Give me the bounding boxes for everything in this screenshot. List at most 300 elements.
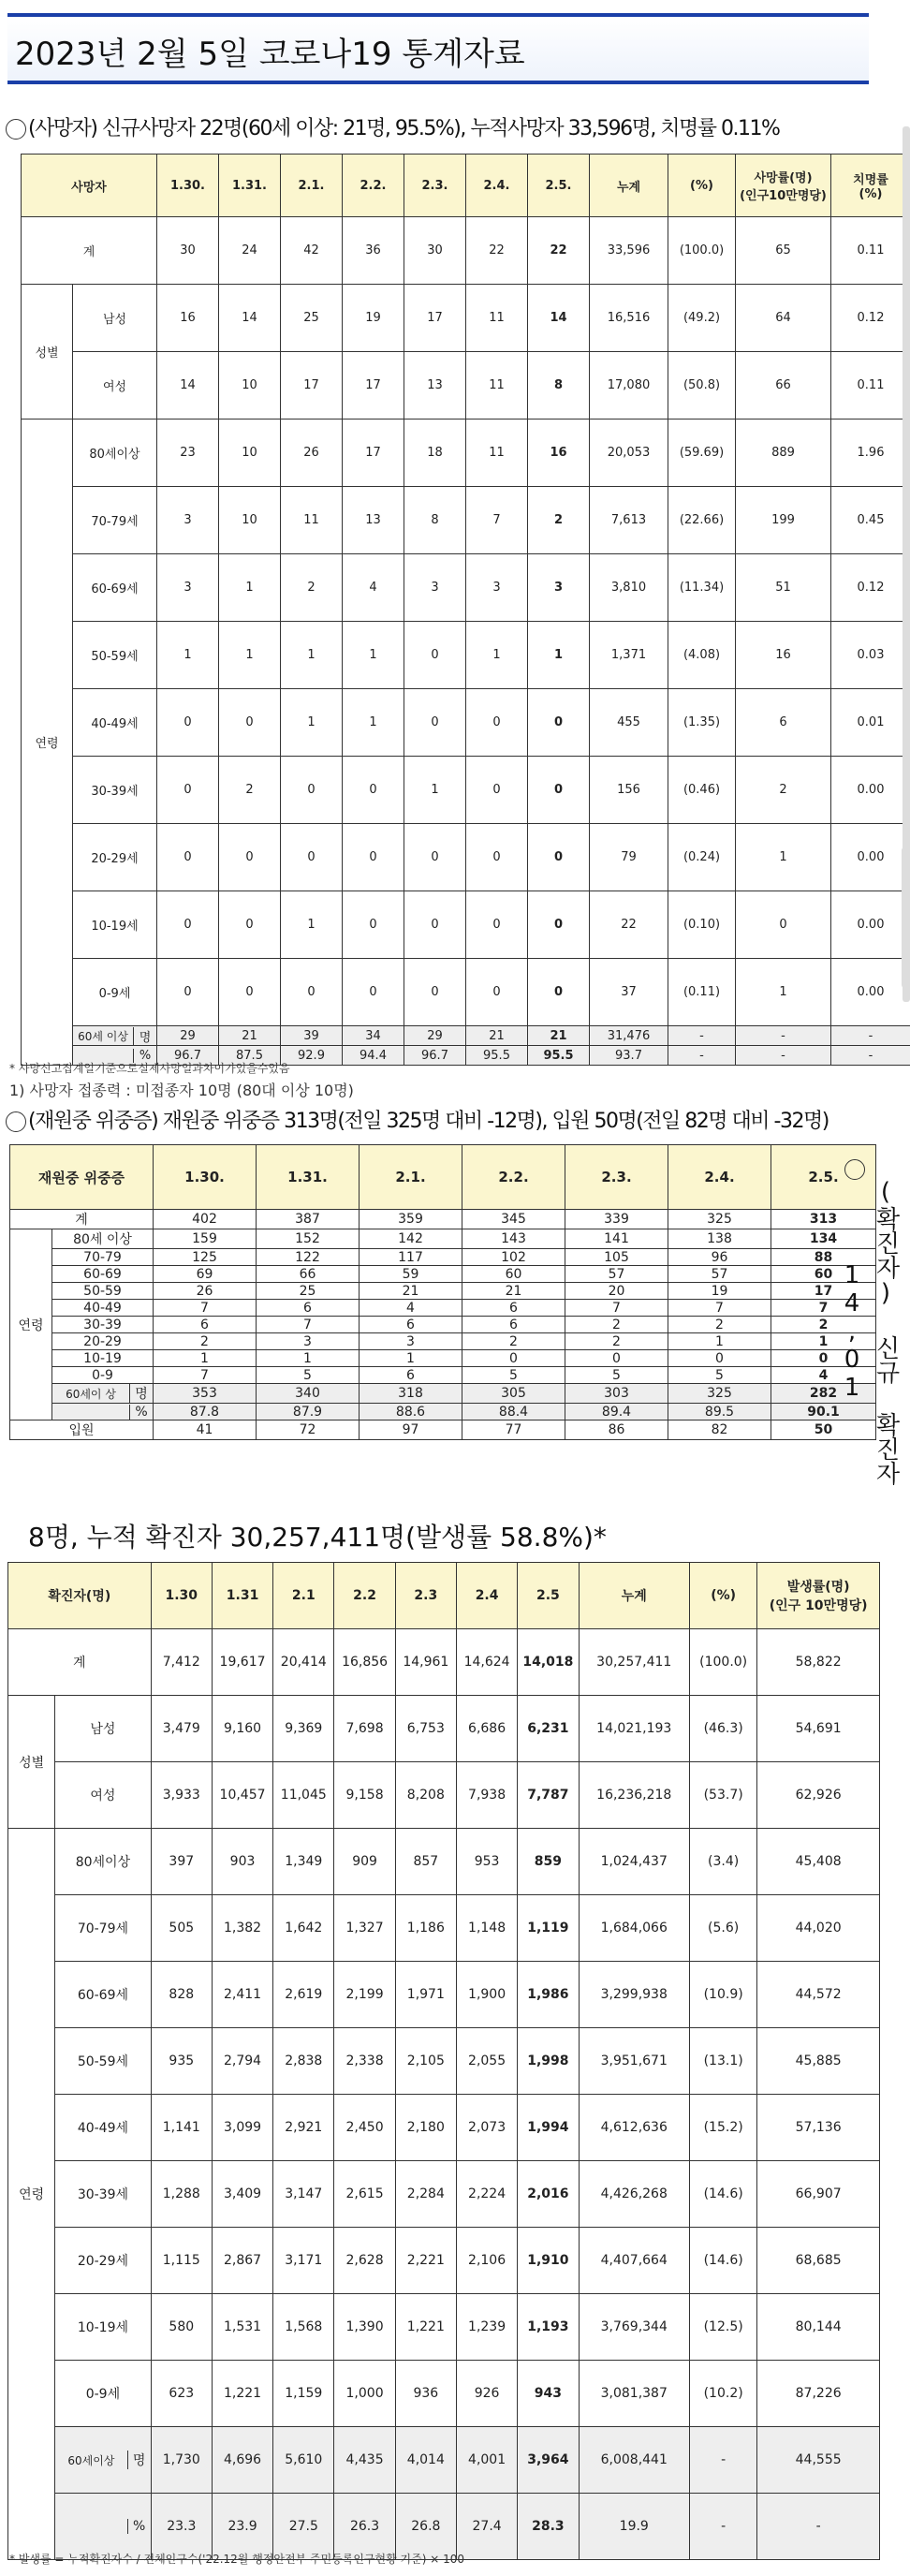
table-cell: 889 [736,420,831,487]
table-cell: 943 [518,2361,579,2427]
table-cell: 936 [395,2361,456,2427]
age-row [10,1333,876,1350]
table-cell: 1 [257,1350,360,1367]
column-header: 2.4 [456,1563,517,1629]
table-cell: 345 [462,1210,565,1229]
table-cell: 4,014 [395,2427,456,2494]
table-cell: 2,106 [456,2228,517,2294]
table-cell: 623 [151,2361,212,2427]
table-cell: 37 [590,959,668,1026]
table-cell: 2,284 [395,2161,456,2228]
table-cell: 1,186 [395,1895,456,1962]
table-cell: 90.1 [771,1404,876,1420]
table-cell: 72 [257,1420,360,1440]
table-cell: 95.5 [528,1046,590,1066]
table-cell: 2 [565,1333,668,1350]
table-cell: 6,686 [456,1696,517,1762]
table-cell: 97 [360,1420,462,1440]
table-cell: 3,769,344 [579,2294,690,2361]
table-cell: 7 [154,1300,257,1317]
table-cell: 359 [360,1210,462,1229]
table-cell: - [757,2494,880,2560]
table-cell: 2,921 [273,2095,334,2161]
column-header: 사망자 [22,155,157,217]
elderly-row [10,1404,876,1420]
table-cell: - [668,1046,736,1066]
table-cell: 17 [281,352,343,420]
column-header: 사망률(명) (인구10만명당) [736,155,831,217]
deaths-note-1: * 사망신고집계일기준으로실제사망일과차이가있을수있음 [9,1062,290,1075]
table-cell: 0 [157,959,219,1026]
table-cell: (15.2) [690,2095,757,2161]
table-cell: 1 [281,689,343,757]
table-cell: 3,810 [590,554,668,622]
table-cell: 0.45 [831,487,910,554]
table-cell: (12.5) [690,2294,757,2361]
table-cell: 3,099 [212,2095,272,2161]
table-cell: 30 [157,217,219,285]
table-cell: 22 [590,891,668,959]
table-cell: 3,409 [212,2161,272,2228]
scrollbar-lower[interactable] [902,847,909,988]
table-cell: 88.6 [360,1404,462,1420]
table-cell: 89.5 [668,1404,771,1420]
table-cell: 4 [343,554,404,622]
table-cell: 19,617 [212,1629,272,1696]
table-cell: 7 [668,1300,771,1317]
table-cell: 22 [528,217,590,285]
table-cell: 11 [466,352,528,420]
table-cell: 303 [565,1384,668,1404]
table-cell: 58,822 [757,1629,880,1696]
table-cell: 0 [157,891,219,959]
table-cell: 1 [404,757,466,824]
table-cell: 60 [771,1266,876,1283]
table-cell: 1 [736,959,831,1026]
table-cell: 7 [154,1367,257,1384]
deaths-table [21,154,910,1066]
total-row [10,1210,876,1229]
table-cell: 1 [343,689,404,757]
table-cell: 16 [157,285,219,352]
table-cell: 22 [466,217,528,285]
table-cell: 859 [518,1829,579,1895]
table-cell: 0 [466,757,528,824]
table-cell: - [690,2494,757,2560]
table-cell: 60 [462,1266,565,1283]
column-header: 2.5. [528,155,590,217]
table-cell: 0 [668,1350,771,1367]
table-cell: 1 [219,622,281,689]
row-label: 남성 [73,285,157,352]
table-cell: 2 [281,554,343,622]
table-cell: 7,698 [334,1696,395,1762]
table-cell: 13 [343,487,404,554]
table-cell: 1 [466,622,528,689]
table-cell: 16 [736,622,831,689]
column-header: 2.1. [281,155,343,217]
table-cell: 0 [219,959,281,1026]
table-cell: 21 [360,1283,462,1300]
table-cell: 14,021,193 [579,1696,690,1762]
table-cell: 1,000 [334,2361,395,2427]
column-header: (%) [668,155,736,217]
deaths-header-row [22,155,910,217]
table-cell: 62,926 [757,1762,880,1829]
elderly-row [22,1026,910,1046]
table-cell: 8 [528,352,590,420]
table-cell: 1,730 [151,2427,212,2494]
table-cell: 2,619 [273,1962,334,2028]
table-cell: (100.0) [690,1629,757,1696]
row-label: 80세이상 [73,420,157,487]
table-cell: 7,938 [456,1762,517,1829]
table-cell: 34 [343,1026,404,1046]
table-cell: 2,105 [395,2028,456,2095]
row-label: 70-79 [52,1249,154,1266]
table-cell: 5 [668,1367,771,1384]
row-label: 20-29세 [55,2228,151,2294]
row-label: 10-19 [52,1350,154,1367]
table-cell: 10 [219,420,281,487]
column-header: 치명률 (%) [831,155,910,217]
table-cell: 11 [466,285,528,352]
elderly-label [55,2427,151,2494]
table-cell: 6 [257,1300,360,1317]
table-cell: 5 [257,1367,360,1384]
table-cell: 1,531 [212,2294,272,2361]
column-header: 2.3 [395,1563,456,1629]
table-cell: 2,224 [456,2161,517,2228]
table-cell: 909 [334,1829,395,1895]
elderly-row [8,2427,880,2494]
confirmed-heading-continued: 8명, 누적 확진자 30,257,411명(발생률 58.8%)* [28,1522,607,1553]
table-cell: 117 [360,1249,462,1266]
column-header: 2.1. [360,1145,462,1210]
table-cell: 1 [343,622,404,689]
table-cell: 79 [590,824,668,891]
table-cell: 80,144 [757,2294,880,2361]
table-cell: 10 [219,487,281,554]
age-row [8,2161,880,2228]
table-cell: 10,457 [212,1762,272,1829]
table-cell: 1,994 [518,2095,579,2161]
table-cell: 25 [281,285,343,352]
table-cell: 17 [404,285,466,352]
confirmed-table [7,1562,880,2560]
table-cell: 1 [736,824,831,891]
elderly-label [73,1026,157,1046]
table-cell: 21 [466,1026,528,1046]
table-cell: 23 [157,420,219,487]
table-cell: 3,081,387 [579,2361,690,2427]
table-cell: 7,613 [590,487,668,554]
sex-row [22,285,910,352]
sex-row [8,1696,880,1762]
table-cell: 134 [771,1229,876,1249]
table-cell: 0.00 [831,959,910,1026]
table-cell: 0 [219,689,281,757]
age-row [8,2028,880,2095]
table-cell: 82 [668,1420,771,1440]
table-cell: 1,986 [518,1962,579,2028]
table-cell: 143 [462,1229,565,1249]
table-cell: 11 [466,420,528,487]
elderly-group-label: 60세이상 [67,2453,115,2467]
table-cell: 2,411 [212,1962,272,2028]
table-cell: 2,628 [334,2228,395,2294]
row-label: 0-9 [52,1367,154,1384]
table-cell: 20,414 [273,1629,334,1696]
row-label: 여성 [73,352,157,420]
table-cell: 27.5 [273,2494,334,2560]
table-cell: 3 [360,1333,462,1350]
table-cell: 1,193 [518,2294,579,2361]
sex-row [8,1762,880,1829]
column-header: 누계 [579,1563,690,1629]
row-label: 50-59세 [55,2028,151,2095]
table-cell: 199 [736,487,831,554]
table-cell: 6,753 [395,1696,456,1762]
table-cell: 51 [736,554,831,622]
table-cell: 30 [404,217,466,285]
row-label: 입원 [10,1420,154,1440]
age-row [10,1229,876,1249]
table-cell: 0 [343,757,404,824]
table-cell: 0 [281,824,343,891]
table-cell: (49.2) [668,285,736,352]
table-cell: 19 [668,1283,771,1300]
table-cell: 2 [736,757,831,824]
table-cell: 25 [257,1283,360,1300]
table-cell: 0 [466,959,528,1026]
table-cell: 92.9 [281,1046,343,1066]
age-row [10,1367,876,1384]
table-cell: 0 [736,891,831,959]
severe-heading [6,1105,829,1134]
table-cell: 926 [456,2361,517,2427]
table-cell: 6 [360,1317,462,1333]
table-cell: 2,794 [212,2028,272,2095]
table-cell: 2,199 [334,1962,395,2028]
table-cell: 50 [771,1420,876,1440]
column-header: 1.31. [219,155,281,217]
table-cell: 94.4 [343,1046,404,1066]
table-cell: 4,435 [334,2427,395,2494]
table-cell: 9,158 [334,1762,395,1829]
table-cell: 2,055 [456,2028,517,2095]
circle-bullet-icon [844,1159,865,1180]
table-cell: 2 [219,757,281,824]
table-cell: 5 [565,1367,668,1384]
table-cell: 57 [668,1266,771,1283]
table-cell: (14.6) [690,2161,757,2228]
table-cell: 0 [404,622,466,689]
group-label: 연령 [8,1829,55,2560]
table-cell: 3,933 [151,1762,212,1829]
table-cell: 1,119 [518,1895,579,1962]
table-cell: 77 [462,1420,565,1440]
table-cell: 1,568 [273,2294,334,2361]
table-cell: 1,910 [518,2228,579,2294]
table-cell: 1,349 [273,1829,334,1895]
table-cell: 39 [281,1026,343,1046]
table-cell: 0 [157,689,219,757]
table-cell: 6 [360,1367,462,1384]
age-row [8,2294,880,2361]
table-cell: 36 [343,217,404,285]
table-cell: 86 [565,1420,668,1440]
elderly-label [52,1384,154,1404]
table-cell: 3 [157,487,219,554]
column-header: 1.30. [157,155,219,217]
table-cell: 105 [565,1249,668,1266]
table-cell: 1,024,437 [579,1829,690,1895]
table-cell: (11.34) [668,554,736,622]
table-cell: 455 [590,689,668,757]
table-cell: 1,159 [273,2361,334,2427]
table-cell: 16,236,218 [579,1762,690,1829]
age-row [8,2095,880,2161]
elderly-label [52,1404,154,1420]
table-cell: 152 [257,1229,360,1249]
table-cell: 11,045 [273,1762,334,1829]
table-cell: 17,080 [590,352,668,420]
table-cell: 65 [736,217,831,285]
table-cell: 54,691 [757,1696,880,1762]
table-cell: 0.12 [831,554,910,622]
row-label: 60-69세 [73,554,157,622]
column-header: 2.5 [518,1563,579,1629]
age-row [10,1283,876,1300]
table-cell: 1,221 [395,2294,456,2361]
table-cell: 1.96 [831,420,910,487]
table-cell: 0 [343,959,404,1026]
table-cell: 14,624 [456,1629,517,1696]
table-cell: 387 [257,1210,360,1229]
admit-row [10,1420,876,1440]
row-label: 60-69세 [55,1962,151,2028]
table-cell: 0 [281,959,343,1026]
total-row [22,217,910,285]
table-cell: 0 [771,1350,876,1367]
column-header: 2.3. [565,1145,668,1210]
table-cell: 903 [212,1829,272,1895]
table-cell: 4,612,636 [579,2095,690,2161]
table-cell: 45,885 [757,2028,880,2095]
table-cell: 3,951,671 [579,2028,690,2095]
table-cell: 2,450 [334,2095,395,2161]
group-label: 연령 [10,1229,52,1420]
table-cell: 89.4 [565,1404,668,1420]
table-cell: (1.35) [668,689,736,757]
table-cell: 17 [771,1283,876,1300]
age-row [8,1829,880,1895]
elderly-group-label: 60세 이상 [78,1029,128,1043]
table-cell: 5 [462,1367,565,1384]
row-label: 80세 이상 [52,1229,154,1249]
table-cell: (46.3) [690,1696,757,1762]
table-cell: 0.00 [831,824,910,891]
table-cell: 17 [343,352,404,420]
table-cell: 1,115 [151,2228,212,2294]
table-cell: (10.9) [690,1962,757,2028]
table-cell: 0 [528,824,590,891]
table-cell: 14,018 [518,1629,579,1696]
table-cell: 7 [565,1300,668,1317]
table-cell: 30,257,411 [579,1629,690,1696]
group-label: 성별 [22,285,73,420]
age-row [22,757,910,824]
table-cell: 31,476 [590,1026,668,1046]
table-cell: 0 [404,959,466,1026]
table-cell: 2 [462,1333,565,1350]
table-cell: 1,642 [273,1895,334,1962]
age-row [22,554,910,622]
table-cell: 1 [219,554,281,622]
table-cell: 88.4 [462,1404,565,1420]
table-cell: 57,136 [757,2095,880,2161]
elderly-unit: 명 [133,1027,156,1045]
column-header: 2.2. [343,155,404,217]
table-cell: 0.11 [831,352,910,420]
age-row [22,487,910,554]
table-cell: 88 [771,1249,876,1266]
column-header: 1.30. [154,1145,257,1210]
table-cell: 1 [281,891,343,959]
table-cell: (0.24) [668,824,736,891]
table-cell: 17 [343,420,404,487]
elderly-unit: 명 [127,2451,151,2469]
column-header: 2.4. [668,1145,771,1210]
table-cell: 2,867 [212,2228,272,2294]
table-cell: 2 [771,1317,876,1333]
column-header: 2.2 [334,1563,395,1629]
table-cell: 11 [281,487,343,554]
table-cell: 325 [668,1384,771,1404]
table-cell: 1,239 [456,2294,517,2361]
table-cell: 26 [154,1283,257,1300]
elderly-row [8,2494,880,2560]
table-cell: 305 [462,1384,565,1404]
table-cell: 4,001 [456,2427,517,2494]
column-header: 누계 [590,155,668,217]
table-cell: 64 [736,285,831,352]
table-cell: 102 [462,1249,565,1266]
table-cell: 0.01 [831,689,910,757]
table-cell: 1,148 [456,1895,517,1962]
table-cell: 3,147 [273,2161,334,2228]
table-cell: (5.6) [690,1895,757,1962]
row-label: 40-49세 [73,689,157,757]
elderly-unit: % [133,1049,156,1063]
column-header: 2.2. [462,1145,565,1210]
age-row [8,1895,880,1962]
table-cell: 45,408 [757,1829,880,1895]
table-cell: (0.10) [668,891,736,959]
table-cell: (59.69) [668,420,736,487]
table-cell: 1 [281,622,343,689]
table-cell: 2 [154,1333,257,1350]
table-cell: 2,180 [395,2095,456,2161]
table-cell: 18 [404,420,466,487]
column-header: 1.31 [212,1563,272,1629]
table-cell: (53.7) [690,1762,757,1829]
page-title: 2023년 2월 5일 코로나19 통계자료 [15,36,525,73]
row-label: 20-29 [52,1333,154,1350]
age-row [22,622,910,689]
elderly-label [55,2494,151,2560]
